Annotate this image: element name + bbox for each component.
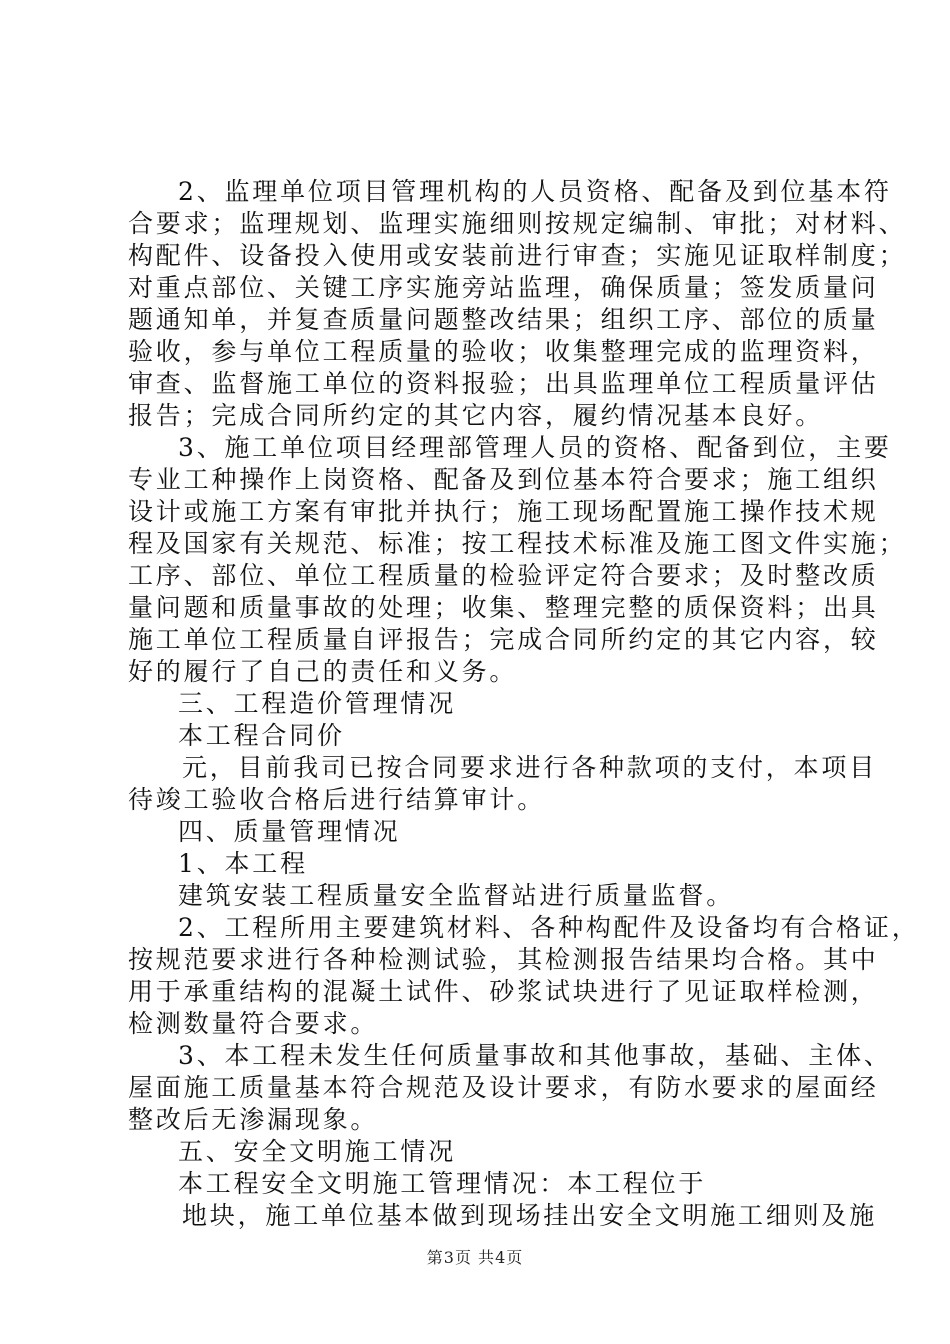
text-line: 本工程合同价 (178, 721, 345, 750)
text-line: 检测数量符合要求。 (128, 1009, 379, 1038)
text-line: 施工单位工程质量自评报告；完成合同所约定的其它内容，较 (128, 625, 879, 654)
text-line: 报告；完成合同所约定的其它内容，履约情况基本良好。 (128, 401, 824, 430)
text-line: 1、本工程 (178, 849, 308, 878)
text-line: 3、本工程未发生任何质量事故和其他事故，基础、主体、 (178, 1041, 892, 1070)
text-line: 元，目前我司已按合同要求进行各种款项的支付，本项目 (182, 753, 878, 782)
text-line: 题通知单，并复查质量问题整改结果；组织工序、部位的质量 (128, 305, 879, 334)
text-line: 2、监理单位项目管理机构的人员资格、配备及到位基本符 (178, 177, 892, 206)
text-line: 整改后无渗漏现象。 (128, 1105, 379, 1134)
page-number: 3 (443, 1248, 455, 1267)
text-line: 合要求；监理规划、监理实施细则按规定编制、审批；对材料、 (128, 209, 907, 238)
text-line: 屋面施工质量基本符合规范及设计要求，有防水要求的屋面经 (128, 1073, 879, 1102)
text-line: 3、施工单位项目经理部管理人员的资格、配备到位，主要 (178, 433, 892, 462)
text-line: 设计或施工方案有审批并执行；施工现场配置施工操作技术规 (128, 497, 879, 526)
page-footer (0, 1245, 950, 1268)
total-suffix: 页 (506, 1248, 524, 1267)
page-prefix: 第 (426, 1248, 444, 1267)
section-heading: 五、安全文明施工情况 (178, 1137, 457, 1166)
total-pages: 4 (495, 1248, 507, 1267)
text-line: 程及国家有关规范、标准；按工程技术标准及施工图文件实施； (128, 529, 907, 558)
section-heading: 四、质量管理情况 (178, 817, 401, 846)
text-line: 量问题和质量事故的处理；收集、整理完整的质保资料；出具 (128, 593, 879, 622)
text-line: 本工程安全文明施工管理情况：本工程位于 (178, 1169, 707, 1198)
page-suffix: 页 (454, 1248, 472, 1267)
text-line: 用于承重结构的混凝土试件、砂浆试块进行了见证取样检测， (128, 977, 879, 1006)
text-line: 工序、部位、单位工程质量的检验评定符合要求；及时整改质 (128, 561, 879, 590)
text-line: 好的履行了自己的责任和义务。 (128, 657, 518, 686)
text-line: 审查、监督施工单位的资料报验；出具监理单位工程质量评估 (128, 369, 879, 398)
text-line: 专业工种操作上岗资格、配备及到位基本符合要求；施工组织 (128, 465, 879, 494)
text-line: 验收，参与单位工程质量的验收；收集整理完成的监理资料， (128, 337, 879, 366)
section-heading: 三、工程造价管理情况 (178, 689, 457, 718)
text-line: 地块，施工单位基本做到现场挂出安全文明施工细则及施 (182, 1201, 878, 1230)
text-line: 构配件、设备投入使用或安装前进行审查；实施见证取样制度； (128, 241, 907, 270)
text-line: 建筑安装工程质量安全监督站进行质量监督。 (178, 881, 735, 910)
text-line: 2、工程所用主要建筑材料、各种构配件及设备均有合格证， (178, 913, 920, 942)
text-line: 待竣工验收合格后进行结算审计。 (128, 785, 546, 814)
text-line: 按规范要求进行各种检测试验，其检测报告结果均合格。其中 (128, 945, 879, 974)
total-prefix: 共 (478, 1248, 496, 1267)
text-line: 对重点部位、关键工序实施旁站监理，确保质量；签发质量问 (128, 273, 879, 302)
